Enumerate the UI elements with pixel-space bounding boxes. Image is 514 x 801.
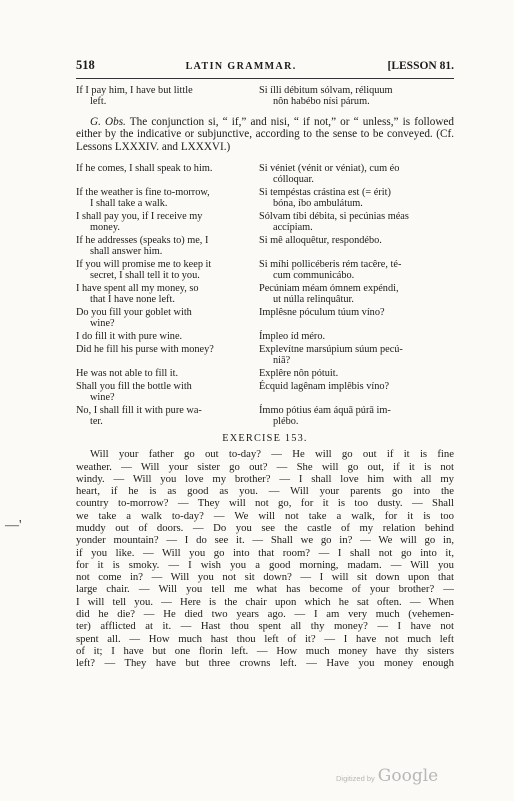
sentence-line: accípiam. xyxy=(273,222,313,234)
latin-sentence xyxy=(259,163,454,185)
sentence-line: that I have none left. xyxy=(90,294,175,306)
english-sentence xyxy=(76,259,259,281)
exercise-line: we take a walk to-day? — We will not take a walk, for it is too xyxy=(76,509,454,522)
exercise-line: ter) afflicted at it. — Hast thou spent all thy money? — I have not xyxy=(76,620,454,633)
english-sentence xyxy=(76,405,259,427)
google-logo: Google xyxy=(377,766,439,786)
exercise-line: left? — They have but three crowns left. — Have you money enough xyxy=(76,657,454,670)
sentence-line: If you will promise me to keep it xyxy=(76,259,212,271)
sentence-line: cum communicábo. xyxy=(273,270,355,282)
english-sentence xyxy=(76,344,259,366)
example-pair xyxy=(76,307,454,329)
sentence-line: secret, I shall tell it to you. xyxy=(90,270,200,282)
sentence-line: Shall you fill the bottle with xyxy=(76,381,192,393)
sentence-line: bóna, íbo ambulátum. xyxy=(273,198,363,210)
exercise-line: windy. — Will you love my brother? — I shall love him with all my xyxy=(76,472,454,485)
example-pair xyxy=(76,344,454,366)
watermark-prefix: Digitized by xyxy=(336,774,375,783)
latin-sentence xyxy=(259,259,454,281)
sentence-line: Explevítne marsúpium súum pecú- xyxy=(259,344,403,356)
exercise-line: weather. — Will your sister go out? — She will go out, if it is not xyxy=(76,460,454,473)
exercise-text xyxy=(76,448,454,669)
observation-paragraph xyxy=(76,116,454,153)
sentence-line: left. xyxy=(90,96,107,107)
sentence-line: Si mê alloquêtur, respondébo. xyxy=(259,235,382,247)
sentence-line: ter. xyxy=(90,416,103,428)
sentence-line: Si tempéstas crástina est (= érit) xyxy=(259,187,391,199)
sentence-line: If the weather is fine to-morrow, xyxy=(76,187,210,199)
latin-sentence xyxy=(259,368,454,379)
page-number: 518 xyxy=(76,58,95,72)
sentence-line: Implêsne póculum túum víno? xyxy=(259,307,385,319)
english-sentence xyxy=(76,307,259,329)
english-sentence xyxy=(76,381,259,403)
english-sentence xyxy=(76,235,259,257)
sentence-line: Ímmo pótius éam áquā púrā im- xyxy=(259,405,391,417)
digitized-watermark xyxy=(336,766,438,786)
sentence-line: Sólvam tíbi débita, si pecúnias méas xyxy=(259,211,409,223)
sentence-line: I shall pay you, if I receive my xyxy=(76,211,203,223)
exercise-line: yonder mountain? — I do see it. — Shall we go in? — We will go in, xyxy=(76,534,454,547)
sentence-line: wine? xyxy=(90,318,115,330)
latin-sentence xyxy=(259,187,454,209)
exercise-line: did he die? — He died two years ago. — I am very much (vehemen- xyxy=(76,608,454,621)
latin-sentence xyxy=(259,381,454,403)
sentence-line: Si ílli débitum sólvam, réliquum xyxy=(259,85,393,96)
example-pair xyxy=(76,187,454,209)
example-pair xyxy=(76,211,454,233)
sentence-line: Ímpleo íd méro. xyxy=(259,331,326,343)
latin-sentence xyxy=(259,85,454,107)
english-sentence xyxy=(76,187,259,209)
sentence-line: Explêre nôn pótuit. xyxy=(259,368,339,380)
sentence-line: nôn habébo nísi párum. xyxy=(273,96,370,107)
example-pair xyxy=(76,283,454,305)
sentence-line: No, I shall fill it with pure wa- xyxy=(76,405,202,417)
english-sentence xyxy=(76,211,259,233)
sentence-line: I do fill it with pure wine. xyxy=(76,331,183,343)
latin-sentence xyxy=(259,235,454,257)
example-pair xyxy=(76,163,454,185)
sentence-line: Écquid lagênam implêbis víno? xyxy=(259,381,390,393)
example-pair xyxy=(76,259,454,281)
example-pair xyxy=(76,368,454,379)
english-sentence xyxy=(76,283,259,305)
example-pair xyxy=(76,381,454,403)
exercise-title: EXERCISE 153. xyxy=(222,433,308,445)
exercise-line: of it; I have but one florin left. — How much money have thy sisters xyxy=(76,644,454,657)
sentence-line: Pecúniam méam ómnem expéndi, xyxy=(259,283,399,295)
obs-text: The conjunction si, “ if,” and nisi, “ if not,” or “ unless,” is followed either by the indicative or subjunctive, according to the sense to be conveyed. (Cf. Lessons LXXXIV. and LXXXVI.) xyxy=(76,116,454,153)
sentence-line: I have spent all my money, so xyxy=(76,283,199,295)
example-pair xyxy=(76,85,454,107)
header-rule xyxy=(76,78,454,79)
sentence-line: cólloquar. xyxy=(273,174,314,186)
exercise-line: large chair. — Will you tell me what has become of your brother? — xyxy=(76,583,454,596)
exercise-line: I will tell you. — Here is the chair upon which he sat often. — When xyxy=(76,595,454,608)
sentence-line: shall answer him. xyxy=(90,246,163,258)
sentence-line: wine? xyxy=(90,392,115,404)
exercise-line: country to-morrow? — They will not go, for it is too dusty. — Shall xyxy=(76,497,454,510)
sentence-line: Did he fill his purse with money? xyxy=(76,344,214,356)
english-sentence xyxy=(76,163,259,185)
exercise-line: if you like. — Will you go into that room? — I shall not go into it, xyxy=(76,546,454,559)
exercise-line: muddy out of doors. — Do you see the castle of my relation behind xyxy=(76,522,454,534)
sentence-line: Si míhi pollicéberis rém tacêre, té- xyxy=(259,259,402,271)
latin-sentence xyxy=(259,307,454,329)
sentence-line: ut núlla relinquâtur. xyxy=(273,294,354,306)
example-pair xyxy=(76,235,454,257)
latin-sentence xyxy=(259,405,454,427)
latin-sentence xyxy=(259,211,454,233)
exercise-line: Will your father go out to-day? — He will go out if it is fine xyxy=(90,448,454,461)
sentence-line: I shall take a walk. xyxy=(90,198,168,210)
example-pair xyxy=(76,331,454,342)
obs-prefix: G. Obs. xyxy=(90,116,126,128)
example-pair xyxy=(76,405,454,427)
running-title: LATIN GRAMMAR. xyxy=(185,61,297,72)
sentence-line: He was not able to fill it. xyxy=(76,368,179,380)
book-page xyxy=(76,58,454,670)
exercise-line: heart, if he is as good as you. — Will your parents go into the xyxy=(76,485,454,498)
sentence-line: Si véniet (vénit or véniat), cum éo xyxy=(259,163,400,175)
top-example-pairs xyxy=(76,85,454,107)
lesson-label: [LESSON 81. xyxy=(387,60,454,72)
sentence-line: money. xyxy=(90,222,120,234)
english-sentence xyxy=(76,85,259,107)
latin-sentence xyxy=(259,344,454,366)
english-sentence xyxy=(76,331,259,342)
sentence-line: niā? xyxy=(273,355,291,367)
sentence-line: If he addresses (speaks to) me, I xyxy=(76,235,209,247)
sentence-line: Do you fill your goblet with xyxy=(76,307,192,319)
exercise-line: not come in? — Will you not sit down? — I will sit down upon that xyxy=(76,571,454,584)
sentence-line: plébo. xyxy=(273,416,299,428)
exercise-line: spent all. — How much hast thou left of it? — I have not much left xyxy=(76,632,454,645)
running-header xyxy=(76,58,454,76)
margin-mark: —' xyxy=(5,518,22,533)
example-pairs xyxy=(76,163,454,427)
latin-sentence xyxy=(259,283,454,305)
sentence-line: If I pay him, I have but little xyxy=(76,85,193,96)
exercise-line: for it is smoky. — I wish you a good morning, madam. — Will you xyxy=(76,558,454,571)
sentence-line: If he comes, I shall speak to him. xyxy=(76,163,213,175)
latin-sentence xyxy=(259,331,454,342)
english-sentence xyxy=(76,368,259,379)
